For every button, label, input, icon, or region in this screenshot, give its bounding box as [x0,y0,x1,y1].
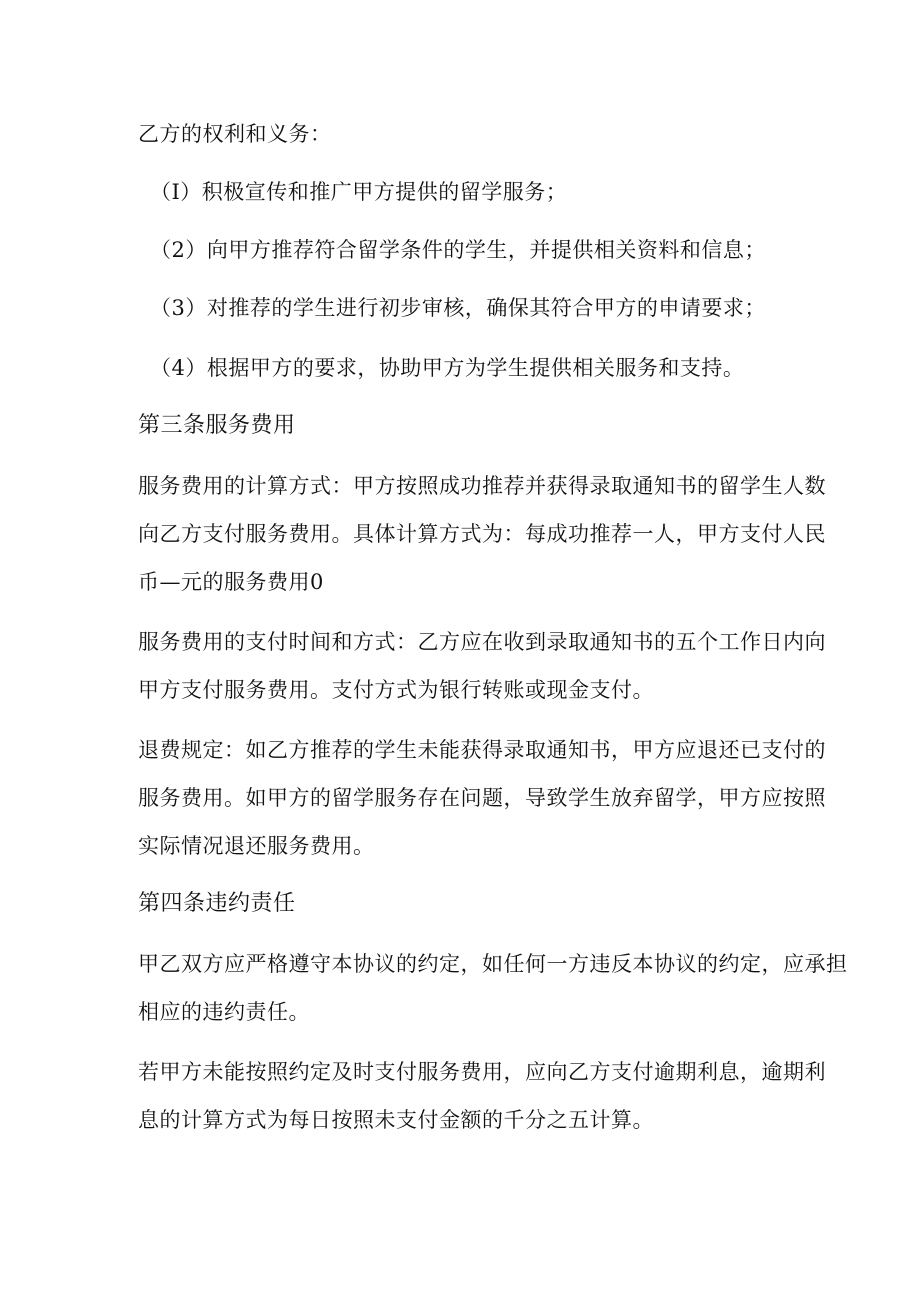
fee-calc-line-3: 币—元的服务费用0 [138,570,324,594]
late-payment-line-1: 若甲方未能按照约定及时支付服务费用，应向乙方支付逾期利息，逾期利 [138,1060,826,1084]
party-b-item-1: （I）积极宣传和推广甲方提供的留学服务； [150,180,568,204]
fee-calc-line-2: 向乙方支付服务费用。具体计算方式为：每成功推荐一人，甲方支付人民 [138,522,826,546]
refund-line-1: 退费规定：如乙方推荐的学生未能获得录取通知书，甲方应退还已支付的 [138,738,826,762]
refund-line-2: 服务费用。如甲方的留学服务存在问题，导致学生放弃留学，甲方应按照 [138,786,826,810]
party-b-item-2: （2）向甲方推荐符合留学条件的学生，并提供相关资料和信息； [150,238,766,262]
fee-payment-line-1: 服务费用的支付时间和方式：乙方应在收到录取通知书的五个工作日内向 [138,630,826,654]
party-b-title: 乙方的权利和义务： [138,122,332,146]
party-b-item-4: （4）根据甲方的要求，协助甲方为学生提供相关服务和支持。 [150,356,745,380]
article-4-heading: 第四条违约责任 [138,891,296,916]
breach-line-2: 相应的违约责任。 [138,1000,310,1024]
article-3-heading: 第三条服务费用 [138,413,296,438]
late-payment-line-2: 息的计算方式为每日按照未支付金额的千分之五计算。 [138,1108,654,1132]
party-b-item-3: （3）对推荐的学生进行初步审核，确保其符合甲方的申请要求； [150,296,766,320]
fee-payment-line-2: 甲方支付服务费用。支付方式为银行转账或现金支付。 [138,678,654,702]
breach-line-1: 甲乙双方应严格遵守本协议的约定，如任何一方违反本协议的约定，应承担 [138,952,848,976]
refund-line-3: 实际情况退还服务费用。 [138,834,375,858]
fee-calc-line-1: 服务费用的计算方式：甲方按照成功推荐并获得录取通知书的留学生人数 [138,474,826,498]
